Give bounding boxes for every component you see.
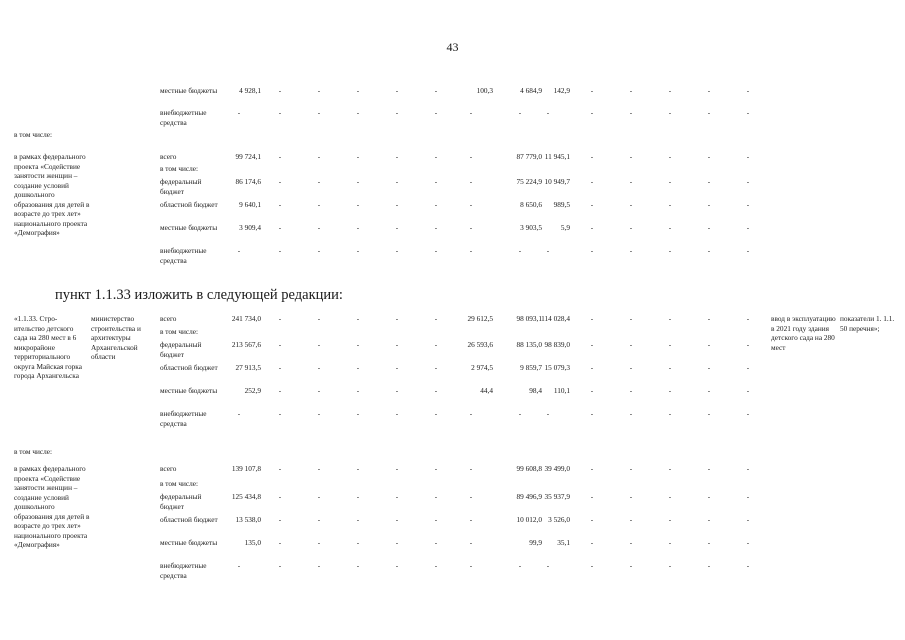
row-value-dash: - bbox=[668, 561, 672, 570]
in-total-label: в том числе: bbox=[14, 447, 53, 456]
row-value-dash: - bbox=[707, 246, 711, 255]
row-value: 9 859,7 bbox=[520, 363, 542, 372]
row-value-dash: - bbox=[317, 152, 321, 161]
row-value-dash: - bbox=[317, 246, 321, 255]
row-value-dash: - bbox=[546, 561, 550, 570]
row-value-dash: - bbox=[356, 538, 360, 547]
row-value-dash: - bbox=[707, 340, 711, 349]
row-value-dash: - bbox=[707, 177, 711, 186]
row-value-dash: - bbox=[434, 363, 438, 372]
row-value-dash: - bbox=[395, 538, 399, 547]
row-value-dash: - bbox=[668, 515, 672, 524]
row-source-label: всего bbox=[160, 314, 177, 323]
row-value-dash: - bbox=[707, 515, 711, 524]
row-value-dash: - bbox=[395, 340, 399, 349]
row-value-dash: - bbox=[590, 246, 594, 255]
page-number: 43 bbox=[446, 40, 459, 54]
row-value-dash: - bbox=[746, 86, 750, 95]
row-value-dash: - bbox=[668, 200, 672, 209]
row-value-dash: - bbox=[469, 200, 473, 209]
row-value-dash: - bbox=[707, 538, 711, 547]
row-value-dash: - bbox=[356, 200, 360, 209]
row-value: 4 684,9 bbox=[520, 86, 542, 95]
row-value: 98 839,0 bbox=[544, 340, 570, 349]
row-value-dash: - bbox=[629, 515, 633, 524]
row-source-label: федеральный бюджет bbox=[160, 340, 202, 359]
row-value-dash: - bbox=[590, 340, 594, 349]
row-value-dash: - bbox=[707, 108, 711, 117]
row-value-dash: - bbox=[395, 561, 399, 570]
row-value: 44,4 bbox=[480, 386, 493, 395]
row-value: 3 526,0 bbox=[548, 515, 570, 524]
row-value-dash: - bbox=[629, 177, 633, 186]
row-value-dash: - bbox=[356, 515, 360, 524]
row-value-dash: - bbox=[395, 314, 399, 323]
row-value-dash: - bbox=[746, 177, 750, 186]
row-value-dash: - bbox=[317, 200, 321, 209]
row-value: 10 012,0 bbox=[516, 515, 542, 524]
row-value-dash: - bbox=[434, 177, 438, 186]
row-value-dash: - bbox=[434, 340, 438, 349]
row-source-label: местные бюджеты bbox=[160, 223, 218, 232]
row-value-dash: - bbox=[629, 464, 633, 473]
row-value-dash: - bbox=[668, 223, 672, 232]
row-source-label: областной бюджет bbox=[160, 200, 218, 209]
row-value: 5,9 bbox=[560, 223, 570, 232]
row-value: 2 974,5 bbox=[471, 363, 493, 372]
row-value: 8 650,6 bbox=[520, 200, 542, 209]
row-value-dash: - bbox=[395, 152, 399, 161]
row-source-label: местные бюджеты bbox=[160, 538, 218, 547]
row-value: 29 612,5 bbox=[467, 314, 493, 323]
item-result: ввод в эксплуатацию в 2021 году здания детского сада на 280 мест bbox=[771, 314, 836, 352]
row-value-dash: - bbox=[668, 409, 672, 418]
row-value-dash: - bbox=[278, 538, 282, 547]
row-value-dash: - bbox=[395, 386, 399, 395]
row-value-dash: - bbox=[590, 492, 594, 501]
row-value-dash: - bbox=[590, 464, 594, 473]
row-value-dash: - bbox=[395, 108, 399, 117]
row-value-dash: - bbox=[395, 515, 399, 524]
row-value-dash: - bbox=[317, 363, 321, 372]
row-value: 75 224,9 bbox=[516, 177, 542, 186]
row-value-dash: - bbox=[707, 409, 711, 418]
row-value: 98,4 bbox=[529, 386, 542, 395]
row-value: 139 107,8 bbox=[231, 464, 261, 473]
row-value-dash: - bbox=[590, 538, 594, 547]
row-value-dash: - bbox=[746, 538, 750, 547]
row-value: 241 734,0 bbox=[231, 314, 261, 323]
row-value-dash: - bbox=[668, 464, 672, 473]
row-value-dash: - bbox=[434, 314, 438, 323]
row-value-dash: - bbox=[395, 177, 399, 186]
row-value: 100,3 bbox=[476, 86, 493, 95]
row-value-dash: - bbox=[317, 464, 321, 473]
row-value-dash: - bbox=[746, 515, 750, 524]
row-value-dash: - bbox=[518, 108, 522, 117]
row-value-dash: - bbox=[629, 340, 633, 349]
row-value-dash: - bbox=[746, 561, 750, 570]
row-value-dash: - bbox=[278, 340, 282, 349]
row-value: 4 928,1 bbox=[239, 86, 261, 95]
row-value: 3 909,4 bbox=[239, 223, 261, 232]
row-value-dash: - bbox=[434, 223, 438, 232]
item-name: «1.1.33. Стро-ительство детского сада на 280 мест в 6 микрорайоне территориального округа Майская горка города Архангельска bbox=[14, 314, 82, 380]
row-value-dash: - bbox=[707, 86, 711, 95]
row-value-dash: - bbox=[356, 386, 360, 395]
row-source-label: всего bbox=[160, 152, 177, 161]
row-value: 252,9 bbox=[244, 386, 261, 395]
row-value-dash: - bbox=[278, 177, 282, 186]
row-value-dash: - bbox=[590, 314, 594, 323]
row-value: 98 093,1 bbox=[516, 314, 542, 323]
row-value-dash: - bbox=[469, 223, 473, 232]
row-value-dash: - bbox=[746, 409, 750, 418]
row-value: 142,9 bbox=[553, 86, 570, 95]
row-value-dash: - bbox=[395, 86, 399, 95]
row-value-dash: - bbox=[356, 108, 360, 117]
row-value-dash: - bbox=[629, 223, 633, 232]
row-value-dash: - bbox=[668, 86, 672, 95]
row-value-dash: - bbox=[668, 538, 672, 547]
row-value-dash: - bbox=[629, 314, 633, 323]
row-value-dash: - bbox=[629, 200, 633, 209]
row-value-dash: - bbox=[518, 561, 522, 570]
row-value-dash: - bbox=[356, 340, 360, 349]
row-source-label: местные бюджеты bbox=[160, 386, 218, 395]
row-value-dash: - bbox=[356, 363, 360, 372]
row-value: 39 499,0 bbox=[544, 464, 570, 473]
row-value: 15 079,3 bbox=[544, 363, 570, 372]
row-value-dash: - bbox=[434, 492, 438, 501]
row-value-dash: - bbox=[469, 108, 473, 117]
row-value-dash: - bbox=[278, 152, 282, 161]
row-value: 86 174,6 bbox=[235, 177, 261, 186]
row-value-dash: - bbox=[746, 223, 750, 232]
row-value-dash: - bbox=[469, 464, 473, 473]
row-value: 87 779,0 bbox=[516, 152, 542, 161]
row-value-dash: - bbox=[317, 561, 321, 570]
row-source-label: федеральный бюджет bbox=[160, 492, 202, 511]
row-value-dash: - bbox=[590, 409, 594, 418]
row-value: 99 608,8 bbox=[516, 464, 542, 473]
row-value: 99 724,1 bbox=[235, 152, 261, 161]
row-source-label: внебюджетные средства bbox=[160, 108, 207, 127]
row-source-label: в том числе: bbox=[160, 164, 199, 173]
row-value: 27 913,5 bbox=[235, 363, 261, 372]
row-value-dash: - bbox=[707, 386, 711, 395]
row-value-dash: - bbox=[469, 538, 473, 547]
row-value-dash: - bbox=[434, 200, 438, 209]
row-value-dash: - bbox=[707, 152, 711, 161]
row-value-dash: - bbox=[434, 386, 438, 395]
row-value-dash: - bbox=[278, 464, 282, 473]
row-value-dash: - bbox=[668, 177, 672, 186]
row-value-dash: - bbox=[546, 108, 550, 117]
row-value-dash: - bbox=[278, 561, 282, 570]
row-value-dash: - bbox=[668, 340, 672, 349]
row-value-dash: - bbox=[434, 464, 438, 473]
row-value-dash: - bbox=[317, 86, 321, 95]
row-source-label: всего bbox=[160, 464, 177, 473]
row-value-dash: - bbox=[668, 492, 672, 501]
row-value-dash: - bbox=[746, 363, 750, 372]
row-value-dash: - bbox=[395, 223, 399, 232]
row-value-dash: - bbox=[434, 108, 438, 117]
row-value-dash: - bbox=[518, 409, 522, 418]
row-value-dash: - bbox=[278, 108, 282, 117]
row-value-dash: - bbox=[395, 363, 399, 372]
row-source-label: внебюджетные средства bbox=[160, 246, 207, 265]
row-source-label: в том числе: bbox=[160, 327, 199, 336]
row-value-dash: - bbox=[317, 492, 321, 501]
row-value-dash: - bbox=[356, 86, 360, 95]
row-value-dash: - bbox=[469, 492, 473, 501]
row-value-dash: - bbox=[590, 515, 594, 524]
row-value-dash: - bbox=[629, 152, 633, 161]
row-value: 135,0 bbox=[244, 538, 261, 547]
row-source-label: в том числе: bbox=[160, 479, 199, 488]
row-source-label: местные бюджеты bbox=[160, 86, 218, 95]
row-value-dash: - bbox=[469, 561, 473, 570]
row-value-dash: - bbox=[469, 152, 473, 161]
row-value-dash: - bbox=[668, 152, 672, 161]
row-value-dash: - bbox=[237, 409, 241, 418]
row-value-dash: - bbox=[590, 177, 594, 186]
row-value-dash: - bbox=[629, 363, 633, 372]
row-value-dash: - bbox=[746, 108, 750, 117]
row-value-dash: - bbox=[746, 386, 750, 395]
row-value-dash: - bbox=[746, 464, 750, 473]
row-value-dash: - bbox=[317, 515, 321, 524]
row-value-dash: - bbox=[434, 538, 438, 547]
row-value-dash: - bbox=[356, 464, 360, 473]
row-value-dash: - bbox=[395, 464, 399, 473]
row-value-dash: - bbox=[278, 409, 282, 418]
row-value-dash: - bbox=[707, 314, 711, 323]
row-value-dash: - bbox=[278, 200, 282, 209]
row-value: 110,1 bbox=[553, 386, 570, 395]
row-value-dash: - bbox=[395, 246, 399, 255]
row-value: 99,9 bbox=[529, 538, 542, 547]
row-value-dash: - bbox=[356, 561, 360, 570]
row-source-label: внебюджетные средства bbox=[160, 409, 207, 428]
row-value-dash: - bbox=[278, 223, 282, 232]
row-value-dash: - bbox=[629, 86, 633, 95]
row-value-dash: - bbox=[590, 152, 594, 161]
row-value-dash: - bbox=[317, 177, 321, 186]
row-source-label: областной бюджет bbox=[160, 363, 218, 372]
row-value-dash: - bbox=[668, 108, 672, 117]
row-value-dash: - bbox=[317, 386, 321, 395]
row-value-dash: - bbox=[707, 223, 711, 232]
row-value-dash: - bbox=[317, 314, 321, 323]
row-source-label: внебюджетные средства bbox=[160, 561, 207, 580]
row-value-dash: - bbox=[469, 515, 473, 524]
row-value-dash: - bbox=[278, 246, 282, 255]
row-value-dash: - bbox=[590, 386, 594, 395]
row-value: 989,5 bbox=[553, 200, 570, 209]
row-value-dash: - bbox=[668, 386, 672, 395]
row-value-dash: - bbox=[278, 492, 282, 501]
row-value-dash: - bbox=[434, 246, 438, 255]
row-value-dash: - bbox=[356, 492, 360, 501]
row-value-dash: - bbox=[518, 246, 522, 255]
in-total-label: в том числе: bbox=[14, 130, 53, 139]
row-value-dash: - bbox=[395, 409, 399, 418]
block-description: в рамках федерального проекта «Содействие занятости женщин – создание условий дошкольного образования для детей в возрасте до трех лет» национального проекта «Демография» bbox=[14, 464, 90, 549]
row-value: 125 434,8 bbox=[231, 492, 261, 501]
row-value-dash: - bbox=[356, 314, 360, 323]
row-value-dash: - bbox=[746, 246, 750, 255]
row-value-dash: - bbox=[590, 363, 594, 372]
row-value: 3 903,5 bbox=[520, 223, 542, 232]
row-value-dash: - bbox=[629, 492, 633, 501]
row-value-dash: - bbox=[668, 246, 672, 255]
row-value-dash: - bbox=[668, 314, 672, 323]
row-value-dash: - bbox=[746, 200, 750, 209]
item-executor: министерство строительства и архитектуры Архангельской области bbox=[91, 314, 141, 361]
row-value-dash: - bbox=[434, 152, 438, 161]
row-value-dash: - bbox=[590, 223, 594, 232]
row-value-dash: - bbox=[434, 561, 438, 570]
row-value: 35 937,9 bbox=[544, 492, 570, 501]
row-value-dash: - bbox=[746, 340, 750, 349]
block-description: в рамках федерального проекта «Содействие занятости женщин – создание условий дошкольного образования для детей в возрасте до трех лет» национального проекта «Демография» bbox=[14, 152, 90, 237]
row-value-dash: - bbox=[237, 561, 241, 570]
row-value-dash: - bbox=[434, 515, 438, 524]
row-value-dash: - bbox=[278, 314, 282, 323]
row-value-dash: - bbox=[629, 561, 633, 570]
row-value-dash: - bbox=[546, 409, 550, 418]
row-value-dash: - bbox=[469, 177, 473, 186]
row-value: 11 945,1 bbox=[544, 152, 570, 161]
row-value-dash: - bbox=[317, 108, 321, 117]
row-value-dash: - bbox=[590, 200, 594, 209]
row-value-dash: - bbox=[278, 86, 282, 95]
row-value: 88 135,0 bbox=[516, 340, 542, 349]
row-value-dash: - bbox=[746, 152, 750, 161]
row-value-dash: - bbox=[629, 386, 633, 395]
row-value-dash: - bbox=[707, 200, 711, 209]
row-value-dash: - bbox=[668, 363, 672, 372]
section-heading: пункт 1.1.33 изложить в следующей редакции: bbox=[55, 287, 343, 303]
row-value-dash: - bbox=[395, 492, 399, 501]
row-value-dash: - bbox=[278, 386, 282, 395]
row-value-dash: - bbox=[707, 561, 711, 570]
row-value-dash: - bbox=[546, 246, 550, 255]
item-indicator: показатели 1. 1.1. 50 перечня»; bbox=[840, 314, 895, 333]
row-value: 26 593,6 bbox=[467, 340, 493, 349]
row-value-dash: - bbox=[356, 177, 360, 186]
row-value: 89 496,9 bbox=[516, 492, 542, 501]
row-value-dash: - bbox=[317, 223, 321, 232]
row-value-dash: - bbox=[746, 492, 750, 501]
row-source-label: областной бюджет bbox=[160, 515, 218, 524]
row-value-dash: - bbox=[317, 538, 321, 547]
row-value-dash: - bbox=[395, 200, 399, 209]
row-value-dash: - bbox=[434, 86, 438, 95]
row-value-dash: - bbox=[707, 492, 711, 501]
row-value-dash: - bbox=[317, 340, 321, 349]
row-value-dash: - bbox=[469, 246, 473, 255]
row-value: 13 538,0 bbox=[235, 515, 261, 524]
row-value-dash: - bbox=[237, 246, 241, 255]
row-value-dash: - bbox=[356, 223, 360, 232]
row-value-dash: - bbox=[629, 409, 633, 418]
row-value-dash: - bbox=[590, 108, 594, 117]
row-value-dash: - bbox=[356, 246, 360, 255]
row-value-dash: - bbox=[629, 108, 633, 117]
row-value-dash: - bbox=[629, 538, 633, 547]
row-value-dash: - bbox=[746, 314, 750, 323]
row-value: 114 028,4 bbox=[541, 314, 570, 323]
row-value-dash: - bbox=[469, 409, 473, 418]
row-value-dash: - bbox=[707, 464, 711, 473]
row-value-dash: - bbox=[237, 108, 241, 117]
row-value-dash: - bbox=[590, 561, 594, 570]
row-value-dash: - bbox=[356, 409, 360, 418]
row-value-dash: - bbox=[278, 363, 282, 372]
row-value-dash: - bbox=[629, 246, 633, 255]
row-value-dash: - bbox=[707, 363, 711, 372]
row-value-dash: - bbox=[590, 86, 594, 95]
row-value-dash: - bbox=[278, 515, 282, 524]
row-value: 10 949,7 bbox=[544, 177, 570, 186]
row-value: 213 567,6 bbox=[231, 340, 261, 349]
row-value: 9 640,1 bbox=[239, 200, 261, 209]
row-value-dash: - bbox=[317, 409, 321, 418]
row-value-dash: - bbox=[434, 409, 438, 418]
row-source-label: федеральный бюджет bbox=[160, 177, 202, 196]
row-value-dash: - bbox=[356, 152, 360, 161]
row-value: 35,1 bbox=[557, 538, 570, 547]
